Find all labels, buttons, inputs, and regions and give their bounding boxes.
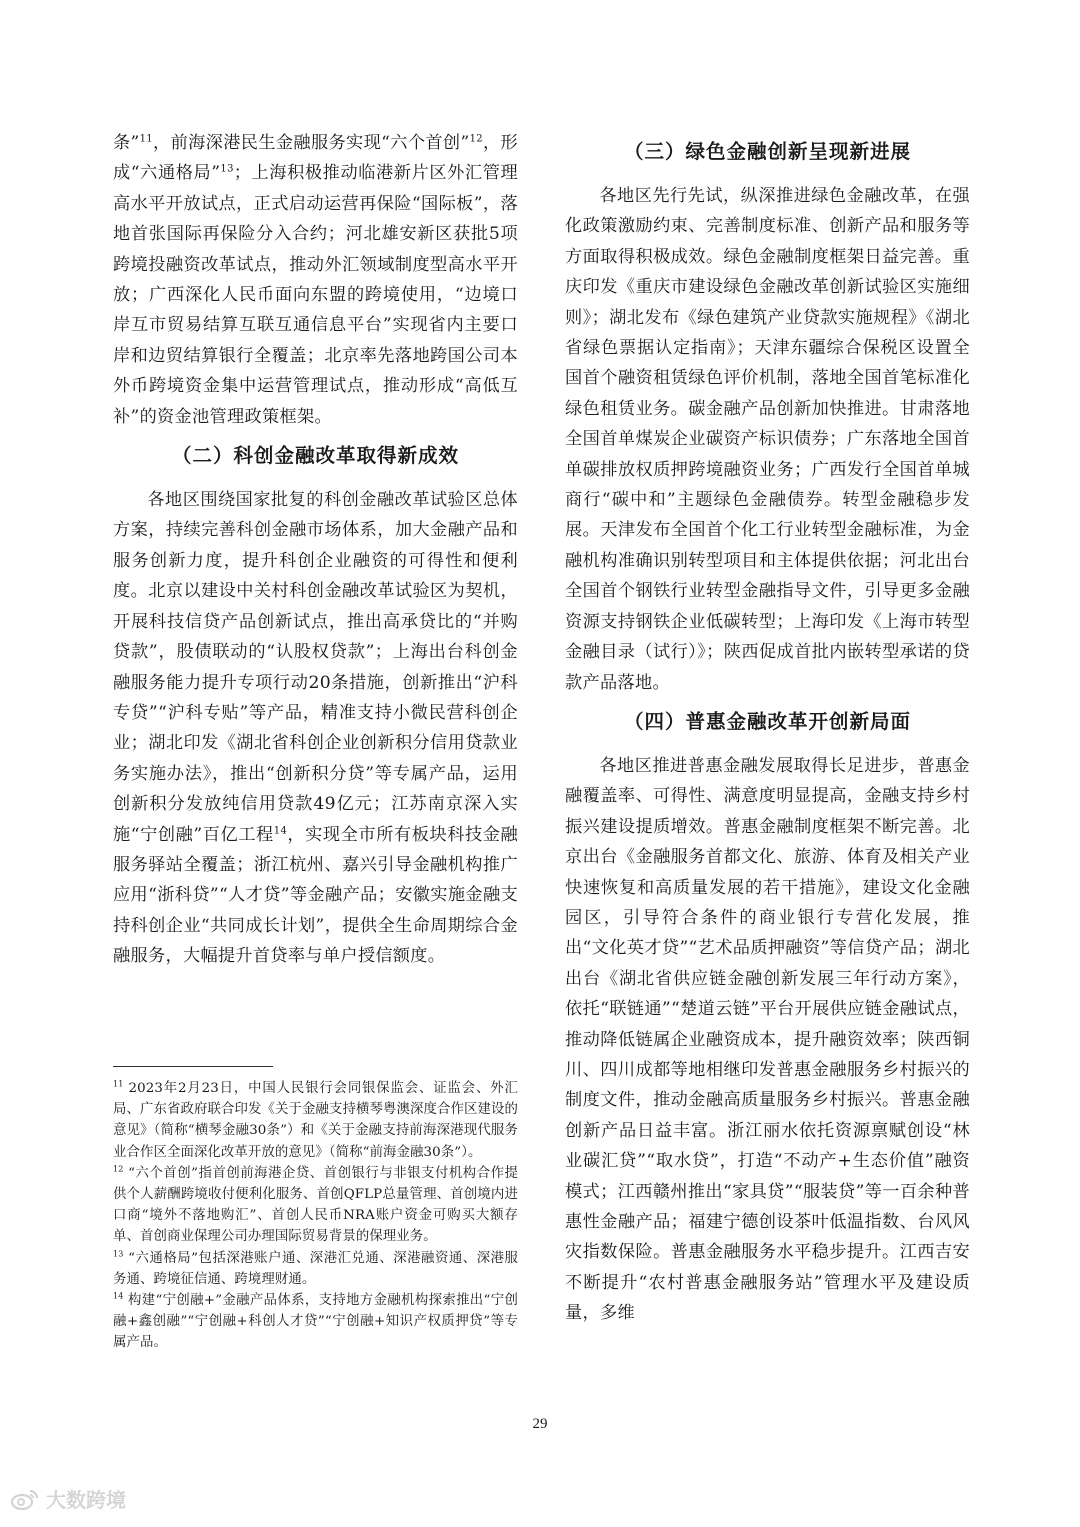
watermark-text: 大数跨境: [46, 1488, 126, 1512]
footnote-ref[interactable]: 11: [139, 133, 153, 145]
section-heading-inclusive-finance: （四）普惠金融改革开创新局面: [623, 709, 911, 733]
footnote-11: [113, 1078, 518, 1163]
paragraph-green-finance: 各地区先行先试，纵深推进绿色金融改革，在强化政策激励约束、完善制度标准、创新产品和服务等方面取得积极成效。绿色金融制度框架日益完善。重庆印发《重庆市建设绿色金融改革创新试验区实施细则》；湖北发布《绿色建筑产业贷款实施规程》《湖北省绿色票据认定指南》；天津东疆综合保税区设置全国首个融资租赁绿色评价机制，落地全国首笔标准化绿色租赁业务。碳金融产品创新加快推进。甘肃落地全国首单煤炭企业碳资产标识债券；广东落地全国首单碳排放权质押跨境融资业务；广西发行全国首单城商行“碳中和”主题绿色金融债券。转型金融稳步发展。天津发布全国首个化工行业转型金融标准，为金融机构准确识别转型项目和主体提供依据；河北出台全国首个钢铁行业转型金融指导文件，引导更多金融资源支持钢铁企业低碳转型；上海印发《上海市转型金融目录（试行）》；陕西促成首批内嵌转型承诺的贷款产品落地。: [565, 186, 970, 693]
text-span: 条”: [113, 133, 140, 153]
watermark: [10, 1484, 126, 1513]
right-column: [565, 128, 970, 1329]
text-span: ；上海积极推动临港新片区外汇管理高水平开放试点，正式启动运营再保险“国际板”，落地首张国际再保险分入合约；河北雄安新区获批5项跨境投融资改革试点，推动外汇领域制度型高水平开放；广西深化人民币面向东盟的跨境使用，“边境口岸互市贸易结算互联互通信息平台”实现省内主要口岸和边贸结算银行全覆盖；北京率先落地跨国公司本外币跨境资金集中运营管理试点，推动形成“高低互补”的资金池管理政策框架。: [113, 163, 518, 427]
text-span: 各地区围绕国家批复的科创金融改革试验区总体方案，持续完善科创金融市场体系，加大金融产品和服务创新力度，提升科创企业融资的可得性和便利度。北京以建设中关村科创金融改革试验区为契机，开展科技信贷产品创新试点，推出高承贷比的“并购贷款”，股债联动的“认股权贷款”；上海出台科创金融服务能力提升专项行动20条措施，创新推出“沪科专贷”“沪科专贴”等产品，精准支持小微民营科创企业；湖北印发《湖北省科创企业创新积分信用贷款业务实施办法》，推出“创新积分贷”等专属产品，运用创新积分发放纯信用贷款49亿元；江苏南京深入实施“宁创融”百亿工程: [113, 490, 518, 845]
paragraph-left-continued: [113, 128, 518, 432]
weibo-logo-icon: [10, 1487, 40, 1511]
footnote-number: 13: [113, 1249, 124, 1259]
text-span: ，形成“六通格局”: [113, 133, 519, 184]
footnote-ref[interactable]: 14: [273, 824, 288, 836]
footnote-number: 12: [113, 1164, 124, 1174]
footnote-text: “六通格局”包括深港账户通、深港汇兑通、深港融资通、深港服务通、跨境征信通、跨境理财通。: [113, 1250, 518, 1287]
text-span: ，前海深港民生金融服务实现“六个首创”: [152, 133, 470, 153]
footnote-text: 构建“宁创融+”金融产品体系，支持地方金融机构探索推出“宁创融+鑫创融”“宁创融+科创人才贷”“宁创融+知识产权质押贷”等专属产品。: [113, 1293, 518, 1351]
footnote-14: [113, 1290, 518, 1354]
section-heading-tech-finance: （二）科创金融改革取得新成效: [171, 444, 459, 468]
footnote-ref[interactable]: 13: [220, 163, 234, 175]
page-number: 29: [532, 1416, 548, 1432]
text-span: ，实现全市所有板块科技金融服务驿站全覆盖；浙江杭州、嘉兴引导金融机构推广应用“浙科贷”“人才贷”等金融产品；安徽实施金融支持科创企业“共同成长计划”，提供全生命周期综合金融服务，大幅提升首贷率与单户授信额度。: [113, 824, 518, 967]
paragraph-inclusive-finance: 各地区推进普惠金融发展取得长足进步，普惠金融覆盖率、可得性、满意度明显提高，金融支持乡村振兴建设提质增效。普惠金融制度框架不断完善。北京出台《金融服务首都文化、旅游、体育及相关产业快速恢复和高质量发展的若干措施》，建设文化金融园区，引导符合条件的商业银行专营化发展，推出“文化英才贷”“艺术品质押融资”等信贷产品；湖北出台《湖北省供应链金融创新发展三年行动方案》，依托“联链通”“楚道云链”平台开展供应链金融试点，推动降低链属企业融资成本，提升融资效率；陕西铜川、四川成都等地相继印发普惠金融服务乡村振兴的制度文件，推动金融高质量服务乡村振兴。普惠金融创新产品日益丰富。浙江丽水依托资源禀赋创设“林业碳汇贷”“取水贷”，打造“不动产+生态价值”融资模式；江西赣州推出“家具贷”“服装贷”等一百余种普惠性金融产品；福建宁德创设茶叶低温指数、台风风灾指数保险。普惠金融服务水平稳步提升。江西吉安不断提升“农村普惠金融服务站”管理水平及建设质量，多维: [565, 755, 970, 1324]
footnote-ref[interactable]: 12: [469, 133, 483, 145]
section-heading-green-finance: （三）绿色金融创新呈现新进展: [623, 140, 911, 163]
footnote-divider: [113, 1066, 273, 1067]
left-column: [113, 128, 518, 972]
paragraph-tech-finance: [113, 485, 518, 972]
footnote-12: [113, 1163, 518, 1248]
footnote-text: “六个首创”指首创前海港企贷、首创银行与非银支付机构合作提供个人薪酬跨境收付便利化服务、首创QFLP总量管理、首创境内进口商“境外不落地购汇”、首创人民币NRA账户资金可购买大额存单、首创商业保理公司办理国际贸易背景的保理业务。: [113, 1165, 518, 1245]
footnote-13: [113, 1248, 518, 1290]
footnote-text: 2023年2月23日，中国人民银行会同银保监会、证监会、外汇局、广东省政府联合印发《关于金融支持横琴粤澳深度合作区建设的意见》（简称“横琴金融30条”）和《关于金融支持前海深港现代服务业合作区全面深化改革开放的意见》（简称“前海金融30条”）。: [113, 1081, 519, 1160]
footnote-number: 14: [113, 1291, 124, 1301]
footnotes: [113, 1078, 518, 1354]
footnote-number: 11: [113, 1079, 124, 1089]
